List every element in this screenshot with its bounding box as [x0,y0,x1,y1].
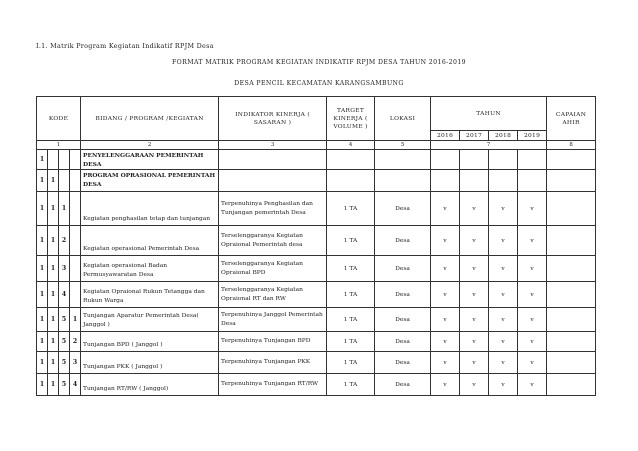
year-mark-cell: v [460,282,489,308]
kode-cell [70,226,81,256]
bidang-cell: Tunjangan RT/RW ( Janggol) [81,374,219,396]
table-row [37,170,596,192]
table-row [37,226,596,256]
capaian-cell [547,282,596,308]
kode-cell: 5 [59,308,70,332]
indikator-cell: Terpenuhinya Tunjangan PKK [219,352,327,374]
bidang-cell: Kegiatan operasional Badan Permusyawaratan Desa [81,256,219,282]
kode-cell [70,282,81,308]
kode-cell: 1 [37,150,48,170]
bidang-cell: PENYELENGGARAAN PEMERINTAH DESA [81,150,219,170]
indikator-cell: Terpenuhinya Tunjangan BPD [219,332,327,352]
kode-cell: 1 [37,192,48,226]
year-mark-cell [489,170,518,192]
year-mark-cell: v [460,192,489,226]
kode-cell: 5 [59,352,70,374]
program-matrix-table [36,96,596,396]
year-mark-cell: v [489,226,518,256]
capaian-cell [547,170,596,192]
indikator-cell: Terselenggaranya Kegiatan Opraional Pemerintah desa [219,226,327,256]
year-mark-cell: v [431,256,460,282]
kode-cell [70,256,81,282]
table-row [37,352,596,374]
year-mark-cell: v [518,256,547,282]
kode-cell: 1 [37,226,48,256]
year-mark-cell: v [489,374,518,396]
year-mark-cell: v [431,192,460,226]
year-mark-cell: v [489,256,518,282]
kode-cell: 1 [37,256,48,282]
lokasi-cell [375,150,431,170]
kode-cell: 1 [37,308,48,332]
year-mark-cell: v [431,332,460,352]
lokasi-cell: Desa [375,256,431,282]
document-subtitle: DESA PENCIL KECAMATAN KARANGSAMBUNG [234,80,404,87]
kode-cell: 4 [59,282,70,308]
indikator-cell: Terselenggaranya Kegiatan Opraional BPD [219,256,327,282]
year-mark-cell: v [460,374,489,396]
kode-cell [70,150,81,170]
capaian-cell [547,332,596,352]
bidang-cell: Tunjangan Aparatur Pemerintah Desa( Janggol ) [81,308,219,332]
header-bidang: BIDANG / PROGRAM /KEGIATAN [81,97,219,141]
kode-cell: 1 [37,332,48,352]
target-cell [327,150,375,170]
year-mark-cell: v [431,282,460,308]
header-indikator: INDIKATOR KINERJA ( SASARAN ) [219,97,327,141]
kode-cell: 4 [70,374,81,396]
year-mark-cell: v [489,352,518,374]
section-heading: I.1. Matrik Program Kegiatan Indikatif RPJM Desa [36,42,214,50]
header-year: 2016 [431,131,460,141]
kode-cell: 1 [37,170,48,192]
kode-cell: 2 [59,226,70,256]
column-number: 8 [547,141,596,150]
year-mark-cell: v [460,226,489,256]
year-mark-cell [518,170,547,192]
target-cell: 1 TA [327,308,375,332]
indikator-cell: Terpenuhinya Penghasilan dan Tunjangan pemerintah Desa [219,192,327,226]
kode-cell: 2 [70,332,81,352]
year-mark-cell: v [518,374,547,396]
kode-cell: 5 [59,332,70,352]
kode-cell: 1 [48,170,59,192]
year-mark-cell: v [460,352,489,374]
year-mark-cell [431,150,460,170]
column-number: 5 [375,141,431,150]
bidang-cell: Kegiatan operasional Pemerintah Desa [81,226,219,256]
header-capaian: CAPAIAN AHIR [547,97,596,141]
column-number: 1 [37,141,81,150]
capaian-cell [547,352,596,374]
target-cell: 1 TA [327,282,375,308]
bidang-cell: PROGRAM OPRASIONAL PEMERINTAH DESA [81,170,219,192]
lokasi-cell: Desa [375,352,431,374]
indikator-cell [219,150,327,170]
kode-cell: 1 [48,256,59,282]
bidang-cell: Tunjangan PKK ( Janggol ) [81,352,219,374]
table-row [37,374,596,396]
target-cell: 1 TA [327,352,375,374]
capaian-cell [547,308,596,332]
header-target: TARGET KINERJA ( VOLUME ) [327,97,375,141]
year-mark-cell: v [489,332,518,352]
year-mark-cell: v [431,374,460,396]
kode-cell: 1 [37,282,48,308]
column-number: 2 [81,141,219,150]
document-title: FORMAT MATRIK PROGRAM KEGIATAN INDIKATIF RPJM DESA TAHUN 2016-2019 [171,59,466,66]
header-year: 2019 [518,131,547,141]
lokasi-cell: Desa [375,282,431,308]
kode-cell: 1 [48,308,59,332]
target-cell [327,170,375,192]
target-cell: 1 TA [327,256,375,282]
bidang-cell: Kegiatan Opraional Rukun Tetangga dan Rukun Warga [81,282,219,308]
kode-cell [70,170,81,192]
kode-cell [70,192,81,226]
indikator-cell [219,170,327,192]
year-mark-cell: v [431,352,460,374]
year-mark-cell: v [460,256,489,282]
kode-cell: 1 [59,192,70,226]
lokasi-cell: Desa [375,332,431,352]
year-mark-cell [460,150,489,170]
year-mark-cell [431,170,460,192]
year-mark-cell: v [431,308,460,332]
year-mark-cell: v [489,308,518,332]
year-mark-cell: v [518,226,547,256]
year-mark-cell [518,150,547,170]
bidang-cell: Kegiatan penghasilan tetap dan tunjangan [81,192,219,226]
table-row [37,308,596,332]
kode-cell [48,150,59,170]
year-mark-cell: v [460,308,489,332]
year-mark-cell: v [489,192,518,226]
header-kode: KODE [37,97,81,141]
kode-cell: 3 [59,256,70,282]
indikator-cell: Terselenggaranya Kegiatan Opraional RT dan RW [219,282,327,308]
kode-cell [59,170,70,192]
bidang-cell: Tunjangan BPD ( Janggol ) [81,332,219,352]
kode-cell: 1 [48,226,59,256]
kode-cell [59,150,70,170]
capaian-cell [547,150,596,170]
kode-cell: 1 [48,282,59,308]
year-mark-cell: v [431,226,460,256]
header-year: 2018 [489,131,518,141]
lokasi-cell: Desa [375,226,431,256]
target-cell: 1 TA [327,332,375,352]
lokasi-cell: Desa [375,374,431,396]
year-mark-cell: v [518,332,547,352]
kode-cell: 1 [37,352,48,374]
year-mark-cell: v [460,332,489,352]
kode-cell: 1 [48,192,59,226]
table-row [37,150,596,170]
year-mark-cell: v [518,192,547,226]
capaian-cell [547,374,596,396]
table-row [37,282,596,308]
kode-cell: 1 [70,308,81,332]
kode-cell: 1 [48,352,59,374]
year-mark-cell: v [518,352,547,374]
kode-cell: 3 [70,352,81,374]
indikator-cell: Terpenuhinya Janggol Pemerintah Desa [219,308,327,332]
kode-cell: 1 [48,374,59,396]
capaian-cell [547,192,596,226]
year-mark-cell [460,170,489,192]
target-cell: 1 TA [327,192,375,226]
column-number: 4 [327,141,375,150]
capaian-cell [547,256,596,282]
indikator-cell: Terpenuhinya Tunjangan RT/RW [219,374,327,396]
target-cell: 1 TA [327,226,375,256]
header-tahun: TAHUN [431,97,547,131]
kode-cell: 1 [37,374,48,396]
lokasi-cell: Desa [375,192,431,226]
column-number: 3 [219,141,327,150]
year-mark-cell: v [518,308,547,332]
table-row [37,256,596,282]
kode-cell: 1 [48,332,59,352]
column-number: 7 [431,141,547,150]
year-mark-cell: v [489,282,518,308]
lokasi-cell: Desa [375,308,431,332]
table-row [37,332,596,352]
table-row [37,192,596,226]
target-cell: 1 TA [327,374,375,396]
kode-cell: 5 [59,374,70,396]
capaian-cell [547,226,596,256]
lokasi-cell [375,170,431,192]
header-lokasi: LOKASI [375,97,431,141]
header-year: 2017 [460,131,489,141]
year-mark-cell: v [518,282,547,308]
year-mark-cell [489,150,518,170]
